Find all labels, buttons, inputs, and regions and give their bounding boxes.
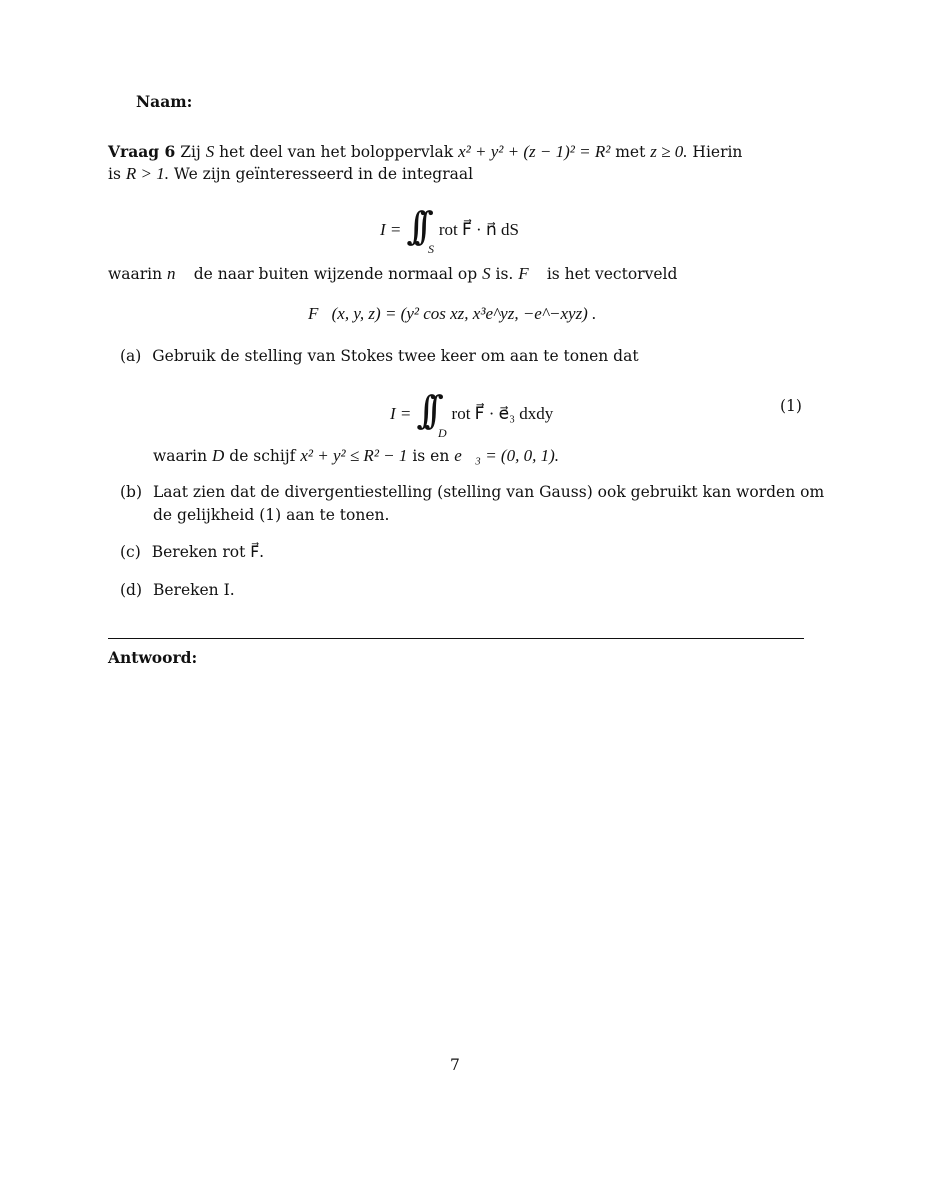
double-integral-sign: ∫∫	[406, 204, 422, 248]
var-s: S	[482, 264, 491, 283]
text: het deel van het boloppervlak	[219, 143, 454, 161]
integral-domain: D	[437, 426, 447, 441]
r-condition: R > 1.	[125, 164, 169, 183]
text: de schijf	[229, 447, 296, 465]
part-text: Bereken I.	[152, 581, 235, 599]
part-b	[120, 482, 824, 502]
z-condition: z ≥ 0.	[650, 142, 688, 161]
text: is	[108, 165, 121, 183]
integral-body: rot F⃗ · n⃗ dS	[438, 220, 519, 239]
text: Zij	[180, 143, 201, 161]
vector-field-f: F⃗	[518, 264, 542, 283]
integral-lhs: I =	[390, 404, 412, 423]
name-label: Naam:	[136, 92, 193, 111]
integral-body: rot F⃗ · e⃗₃ dxdy	[451, 404, 554, 423]
integral-lhs: I =	[380, 220, 402, 239]
part-label: (c)	[120, 543, 141, 561]
text: de naar buiten wijzende normaal op	[193, 265, 478, 283]
part-label: (b)	[120, 483, 143, 501]
part-a-followup	[153, 446, 559, 466]
part-c	[120, 542, 264, 562]
page-number: 7	[450, 1056, 460, 1074]
text: is.	[495, 265, 514, 283]
part-a	[120, 346, 639, 366]
question-label: Vraag 6	[108, 142, 176, 161]
double-integral-sign: ∫∫	[416, 388, 432, 432]
var-s: S	[205, 142, 215, 161]
question-line-3	[108, 264, 677, 284]
part-label: (d)	[120, 581, 143, 599]
part-d	[120, 580, 235, 600]
sphere-equation: x² + y² + (z − 1)² = R²	[458, 142, 611, 161]
text: is en	[412, 447, 450, 465]
var-d: D	[212, 446, 225, 465]
normal-vector: n⃗	[167, 264, 189, 283]
vector-field-equation: F⃗(x, y, z) = (y² cos xz, x³e^yz, −e^−xyz) .	[308, 304, 597, 323]
answer-area[interactable]	[108, 680, 804, 1040]
equation-1	[390, 386, 554, 441]
part-text: Bereken rot F⃗.	[151, 543, 265, 561]
part-b-line-2: de gelijkheid (1) aan te tonen.	[153, 506, 390, 524]
text: Hierin	[692, 143, 743, 161]
question-line-1	[108, 142, 742, 162]
text: met	[615, 143, 646, 161]
part-text: Laat zien dat de divergentiestelling (stelling van Gauss) ook gebruikt kan worden om	[152, 483, 825, 501]
text: is het vectorveld	[546, 265, 678, 283]
unit-vector-e3: e⃗₃ = (0, 0, 1).	[454, 446, 559, 465]
equation-number: (1)	[780, 397, 802, 415]
integral-domain: S	[427, 242, 434, 257]
integral-equation	[380, 202, 519, 257]
part-label: (a)	[120, 347, 142, 365]
text: We zijn geïnteresseerd in de integraal	[173, 165, 474, 183]
answer-label: Antwoord:	[108, 648, 198, 667]
part-text: Gebruik de stelling van Stokes twee keer om aan te tonen dat	[152, 347, 639, 365]
disk-condition: x² + y² ≤ R² − 1	[300, 446, 408, 465]
text: waarin	[108, 265, 163, 283]
separator-rule	[108, 638, 804, 639]
question-line-2	[108, 164, 473, 184]
text: waarin	[153, 447, 208, 465]
